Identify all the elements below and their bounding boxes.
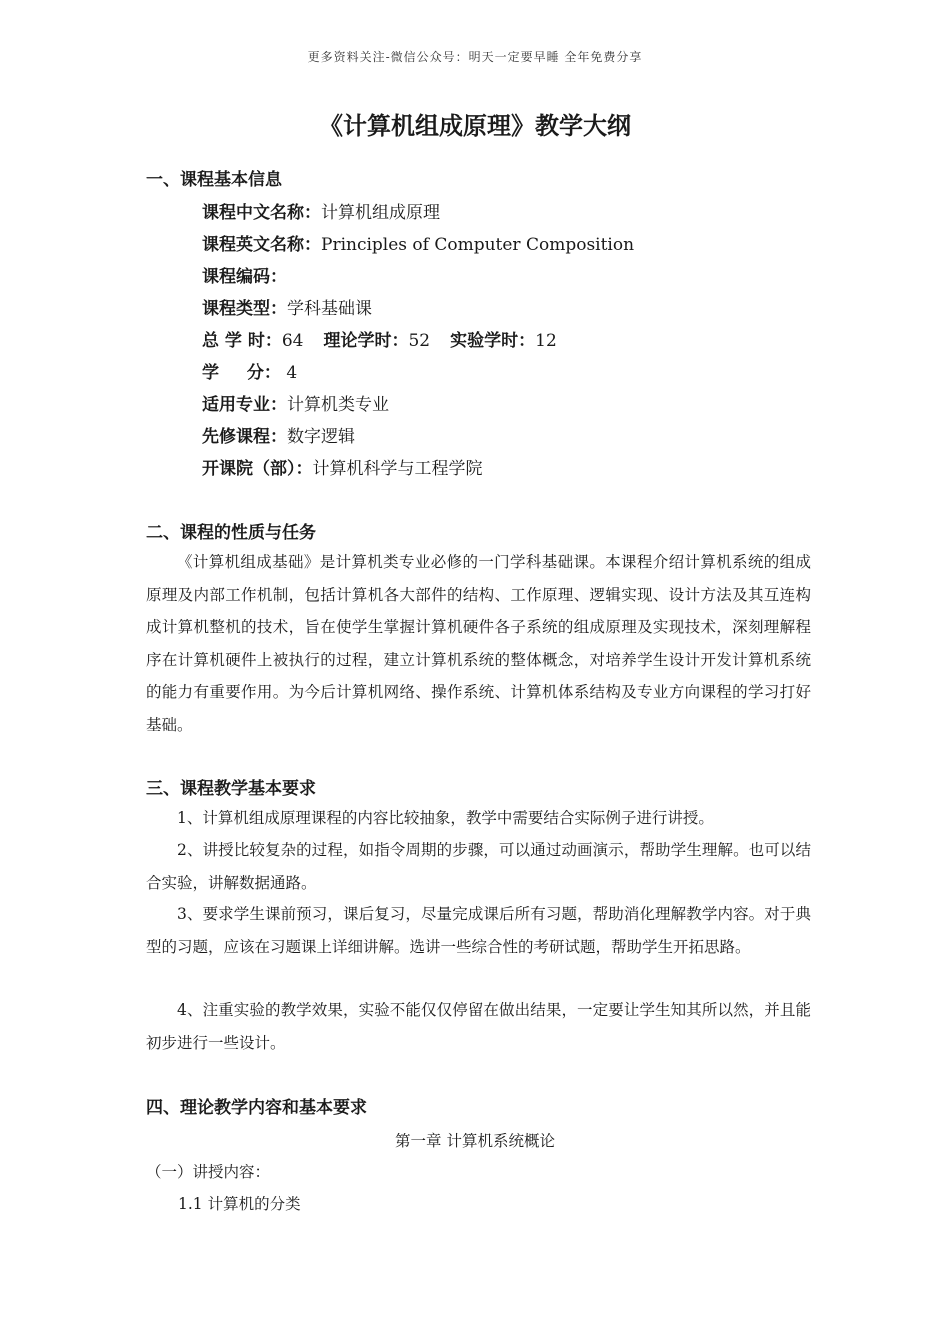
info-label: 课程英文名称： — [202, 235, 321, 255]
info-value: 4 — [286, 363, 298, 383]
content-item-1-1: 1.1 计算机的分类 — [178, 1195, 301, 1213]
info-value: 数字逻辑 — [287, 427, 355, 447]
info-row-course-code — [202, 262, 287, 287]
info-value: Principles of Computer Composition — [321, 235, 635, 255]
section-2-heading: 二、课程的性质与任务 — [146, 523, 316, 543]
theory-hours-label: 理论学时： — [323, 331, 409, 351]
info-value: 64 — [281, 331, 304, 351]
requirement-item-3: 3、要求学生课前预习，课后复习，尽量完成课后所有习题，帮助消化理解教学内容。对于典型的习题，应该在习题课上详细讲解。选讲一些综合性的考研试题，帮助学生开拓思路。 — [146, 905, 811, 956]
theory-hours-value: 52 — [408, 331, 431, 351]
info-label: 课程类型： — [202, 299, 287, 319]
info-value: 计算机类专业 — [287, 395, 389, 415]
info-row-english-name — [202, 230, 634, 255]
info-label: 开课院（部）： — [202, 459, 313, 479]
info-label: 课程编码： — [202, 267, 287, 287]
requirement-item-4: 4、注重实验的教学效果，实验不能仅仅停留在做出结果，一定要让学生知其所以然，并且能初步进行一些设计。 — [146, 1001, 811, 1052]
info-row-chinese-name — [202, 198, 440, 223]
info-label: 适用专业： — [202, 395, 287, 415]
info-label: 学 分： — [202, 363, 281, 383]
info-value: 计算机组成原理 — [321, 203, 440, 223]
document-title: 《计算机组成原理》教学大纲 — [319, 112, 631, 140]
info-label: 总 学 时： — [202, 331, 282, 351]
lab-hours-value: 12 — [535, 331, 557, 351]
section-1-heading: 一、课程基本信息 — [146, 170, 282, 190]
info-row-credits — [202, 358, 297, 383]
info-value: 计算机科学与工程学院 — [312, 459, 483, 479]
section-4-heading: 四、理论教学内容和基本要求 — [146, 1098, 367, 1118]
chapter-title: 第一章 计算机系统概论 — [395, 1132, 555, 1150]
requirement-item-2: 2、讲授比较复杂的过程，如指令周期的步骤，可以通过动画演示，帮助学生理解。也可以结合实验，讲解数据通路。 — [146, 841, 811, 892]
info-row-prerequisite — [202, 422, 355, 447]
info-row-major — [202, 390, 389, 415]
lecture-content-heading: （一）讲授内容： — [146, 1163, 271, 1181]
info-label: 先修课程： — [202, 427, 287, 447]
header-note: 更多资料关注-微信公众号：明天一定要早睡 全年免费分享 — [307, 50, 643, 64]
course-nature-paragraph: 《计算机组成基础》是计算机类专业必修的一门学科基础课。本课程介绍计算机系统的组成原理及内部工作机制，包括计算机各大部件的结构、工作原理、逻辑实现、设计方法及其互连构成计算机整机的技术，旨在使学生掌握计算机硬件各子系统的组成原理及实现技术，深刻理解程序在计算机硬件上被执行的过程，建立计算机系统的整体概念，对培养学生设计开发计算机系统的能力有重要作用。为今后计算机网络、操作系统、计算机体系结构及专业方向课程的学习打好基础。 — [146, 553, 811, 734]
section-3-heading: 三、课程教学基本要求 — [146, 779, 316, 799]
info-value: 学科基础课 — [287, 299, 372, 319]
info-row-hours — [202, 326, 557, 351]
info-row-course-type — [202, 294, 372, 319]
requirement-item-1: 1、计算机组成原理课程的内容比较抽象，教学中需要结合实际例子进行讲授。 — [177, 809, 714, 827]
lab-hours-label: 实验学时： — [450, 331, 536, 351]
info-row-department — [202, 454, 483, 479]
info-label: 课程中文名称： — [202, 203, 321, 223]
